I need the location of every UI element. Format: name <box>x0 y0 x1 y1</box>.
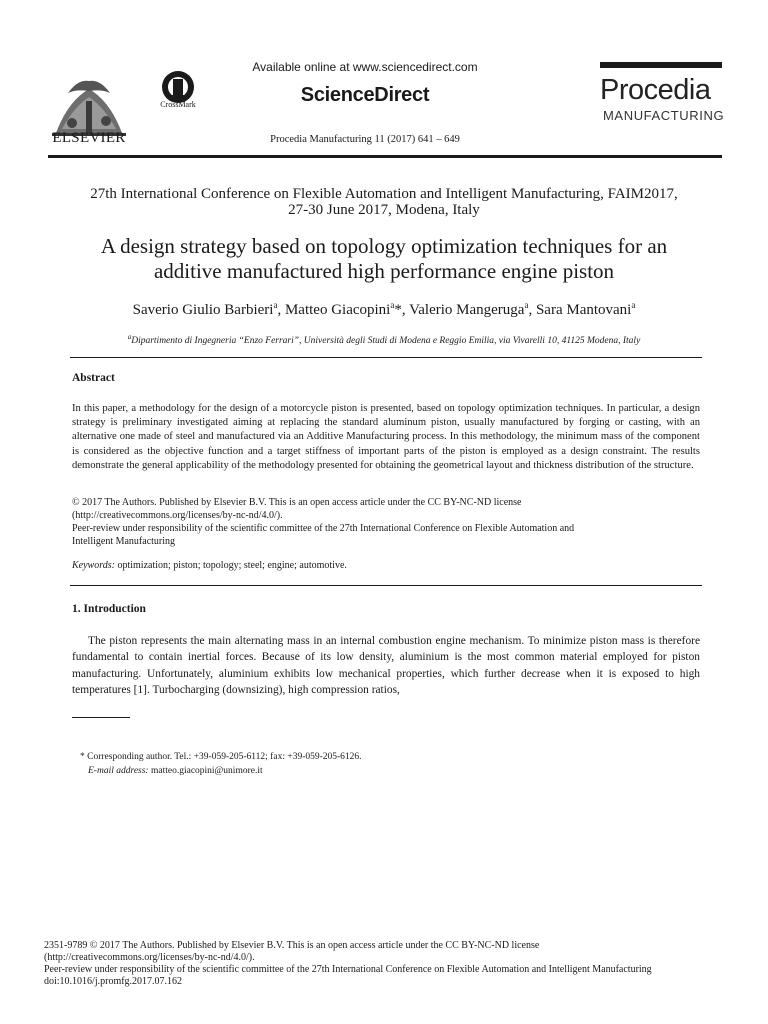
author-name: Valerio Mangeruga <box>409 302 525 318</box>
author-name: Saverio Giulio Barbieri <box>132 302 274 318</box>
abstract-top-rule <box>70 357 702 358</box>
author-list: Saverio Giulio Barbieri$^a$, Matteo Giacopini$^a$*, Valerio Mangeruga$^a$, Sara Mantovani$^a$ <box>132 300 636 318</box>
procedia-manufacturing-label: MANUFACTURING <box>603 108 725 123</box>
affiliation-mark: a <box>127 333 132 341</box>
introduction-heading: 1. Introduction <box>72 603 146 615</box>
keywords-list: optimization; piston; topology; steel; engine; automotive. <box>117 560 347 571</box>
journal-reference: Procedia Manufacturing 11 (2017) 641 – 649 <box>270 134 460 145</box>
affiliation <box>48 333 720 346</box>
conference-name: 27th International Conference on Flexible Automation and Intelligent Manufacturing, FAIM2017, <box>90 186 678 202</box>
email-label: E-mail address: <box>88 766 149 776</box>
author-name: Sara Mantovani <box>535 302 632 318</box>
keywords <box>72 560 700 571</box>
doi-link[interactable]: doi:10.1016/j.promfg.2017.07.162 <box>44 976 183 987</box>
affiliation-text: Dipartimento di Ingegneria “Enzo Ferrari”, Università degli Studi di Modena e Reggio Emilia, via Vivarelli 10, 41125 Modena, Italy <box>131 336 641 347</box>
abstract-bottom-rule <box>70 585 702 586</box>
author-affiliation-mark: a <box>390 300 395 310</box>
peer-review-line-2: Intelligent Manufacturing <box>72 536 176 547</box>
bottom-peer-review: Peer-review under responsibility of the scientific committee of the 27th International Conference on Flexible Automation and Intelligent Manufacturing <box>44 964 652 975</box>
conference-info <box>48 186 720 218</box>
elsevier-wordmark: ELSEVIER <box>52 130 126 146</box>
abstract-heading: Abstract <box>72 372 115 384</box>
header-rule-right <box>600 62 722 68</box>
author-affiliation-mark: a <box>524 300 529 310</box>
peer-review-line-1: Peer-review under responsibility of the scientific committee of the 27th International Conference on Flexible Automation and <box>72 523 575 534</box>
crossmark-label: CrossMark <box>160 100 196 109</box>
keywords-label: Keywords: <box>72 560 115 571</box>
author-name: Matteo Giacopini <box>284 302 391 318</box>
author-affiliation-mark: a <box>273 300 278 310</box>
copyright-line: © 2017 The Authors. Published by Elsevier B.V. This is an open access article under the CC BY-NC-ND license <box>72 497 522 508</box>
available-online-text[interactable]: Available online at www.sciencedirect.com <box>252 60 478 74</box>
introduction-body <box>72 633 700 699</box>
issn-copyright-line: 2351-9789 © 2017 The Authors. Published by Elsevier B.V. This is an open access article under the CC BY-NC-ND license <box>44 940 540 951</box>
license-link[interactable]: (http://creativecommons.org/licenses/by-nc-nd/4.0/). <box>72 510 283 521</box>
header-rule <box>48 155 722 158</box>
email-note <box>88 766 708 776</box>
author-affiliation-mark: a <box>631 300 636 310</box>
conference-dates: 27-30 June 2017, Modena, Italy <box>288 202 480 218</box>
title-line-1: A design strategy based on topology optimization techniques for an <box>100 234 668 258</box>
sciencedirect-logo[interactable]: ScienceDirect <box>300 84 430 106</box>
corresponding-mark: * <box>394 302 402 318</box>
procedia-logo: Procedia <box>600 74 711 106</box>
bottom-license-link[interactable]: (http://creativecommons.org/licenses/by-nc-nd/4.0/). <box>44 952 255 963</box>
abstract-body: In this paper, a methodology for the design of a motorcycle piston is presented, based on topology optimization techniques. In particular, a design strategy is preliminary investigated aiming at replacing the standard aluminum piston, usually manufactured by forging or casting, with an alternative one made of steel and manufactured via an Additive Manufacturing process. In this methodology, the minimum mass of the component is considered as the objective function and a target stiffness of important parts of the piston is employed as a design constraint. The results demonstrate the general applicability of the methodology presented for obtaining the geometrical layout and thickness distribution of the structure. <box>72 403 700 471</box>
introduction-text: The piston represents the main alternating mass in an internal combustion engine mechanism. To minimize piston mass is therefore fundamental to contain inertial forces. Because of its low density, aluminium is the most common material employed for piston manufacturing. Unfortunately, aluminium exhibits low mechanical properties, which further decrease when it is exposed to high temperatures [1]. Turbocharging (downsizing), high compression ratios, <box>72 635 700 697</box>
corresponding-author-note: * Corresponding author. Tel.: +39-059-205-6112; fax: +39-059-205-6126. <box>80 752 362 762</box>
paper-title <box>48 234 720 284</box>
email-link[interactable]: matteo.giacopini@unimore.it <box>150 766 263 776</box>
copyright-block <box>72 496 700 548</box>
footnote-rule <box>72 717 130 718</box>
bottom-notice <box>44 940 734 988</box>
title-line-2: additive manufactured high performance engine piston <box>153 259 615 283</box>
